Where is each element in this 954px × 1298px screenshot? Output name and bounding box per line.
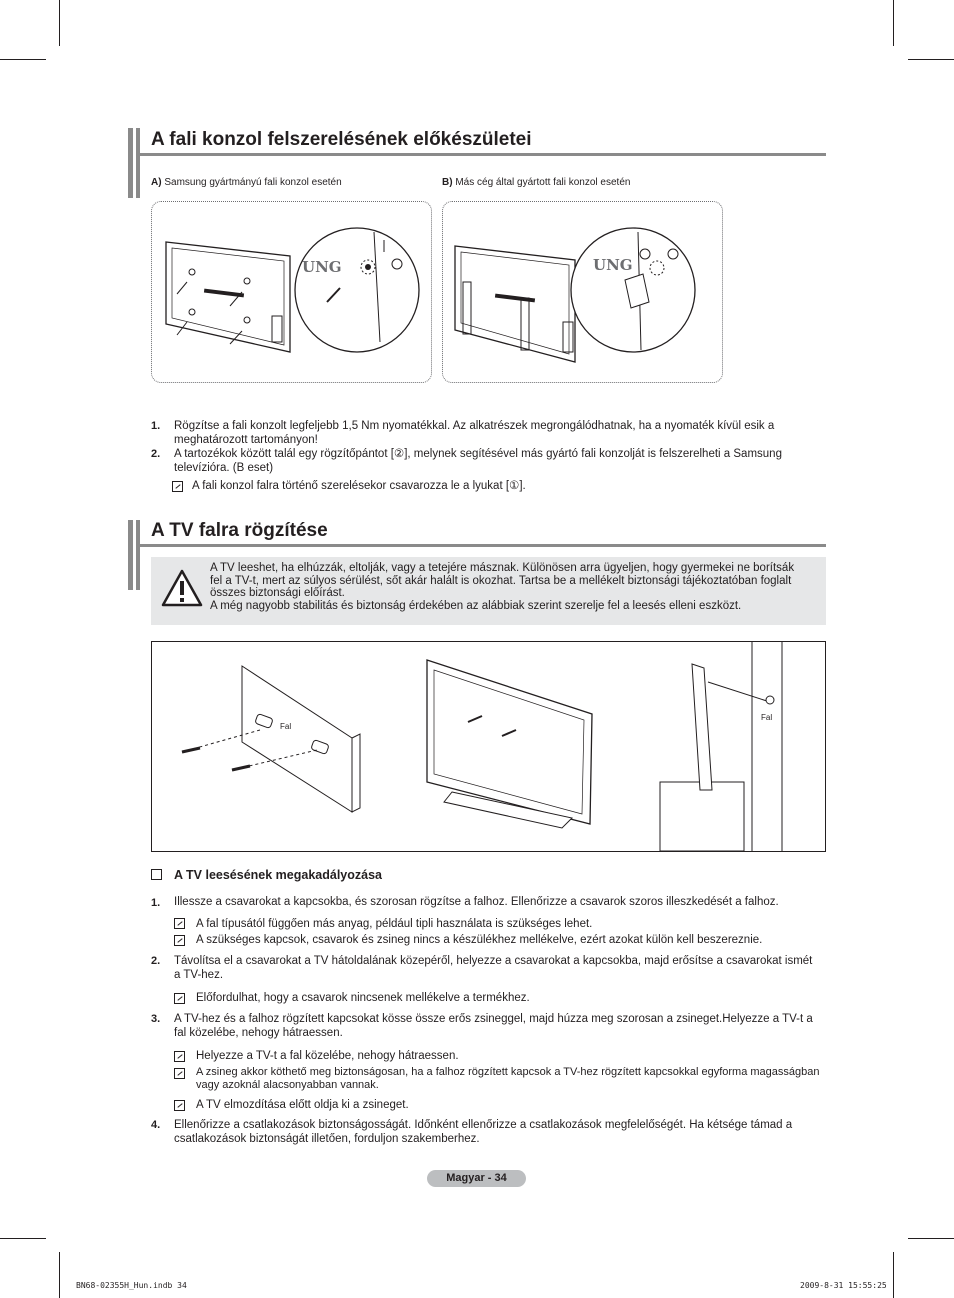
note-text: A szükséges kapcsok, csavarok és zsineg nincs a készülékhez mellékelve, ezért azokat külön kell beszereznie. bbox=[196, 934, 763, 946]
caption-b-text: Más cég által gyártott fali konzol esetén bbox=[455, 177, 631, 188]
warning-line: összes biztonsági előírást. bbox=[210, 587, 345, 599]
step-line: A tartozékok között talál egy rögzítőpántot [②], melynek segítésével más gyártó fali konzolját is felszerelheti a Samsung bbox=[174, 448, 782, 460]
svg-text:UNG: UNG bbox=[593, 256, 633, 274]
step-line: csatlakozások biztonságát illetően, forduljon szakemberhez. bbox=[174, 1133, 480, 1145]
note-text bbox=[196, 1066, 819, 1092]
wall-fix-illustration bbox=[152, 642, 825, 851]
section-bar-stripe bbox=[133, 128, 136, 198]
note-icon bbox=[174, 1068, 185, 1079]
tv-back-illustration-a bbox=[152, 202, 431, 382]
step-number: 2. bbox=[151, 955, 161, 967]
crop-mark bbox=[0, 1238, 46, 1239]
crop-mark bbox=[59, 1252, 60, 1298]
step-line: fal közelébe, nehogy hátraessen. bbox=[174, 1027, 343, 1039]
note-text: Előfordulhat, hogy a csavarok nincsenek mellékelve a termékhez. bbox=[196, 992, 530, 1004]
section-bar-stripe bbox=[133, 520, 136, 590]
tv-back-illustration-b bbox=[443, 202, 722, 382]
step-text: Illessze a csavarokat a kapcsokba, és szorosan rögzítse a falhoz. Ellenőrizze a csavarok szoros illeszkedését a falhoz. bbox=[174, 896, 779, 908]
figure-a-samsung-bracket bbox=[151, 201, 432, 383]
svg-text:UNG: UNG bbox=[302, 258, 342, 276]
section-title-wall-mount-prep: A fali konzol felszerelésének előkészületei bbox=[151, 129, 532, 150]
step-number: 2. bbox=[151, 448, 161, 460]
warning-box bbox=[151, 557, 826, 625]
step-line: Ellenőrizze a csatlakozások biztonságosságát. Időnként ellenőrizze a csatlakozások megfelelőségét. Ha kétsége támad a bbox=[174, 1119, 793, 1131]
step-text bbox=[174, 419, 826, 447]
step-line: Rögzítse a fali konzolt legfeljebb 1,5 Nm nyomatékkal. Az alkatrészek megrongálódhatnak, ha a nyomaték kívül esik a bbox=[174, 420, 775, 432]
note-text: Helyezze a TV-t a fal közelébe, nehogy hátraessen. bbox=[196, 1050, 459, 1062]
page-number-badge: Magyar - 34 bbox=[427, 1170, 526, 1187]
step-number: 1. bbox=[151, 897, 161, 909]
print-slug-left: BN68-02355H_Hun.indb 34 bbox=[76, 1281, 187, 1290]
caption-a bbox=[151, 177, 342, 188]
figure-b-other-bracket bbox=[442, 201, 723, 383]
note-text: A fal típusától függően más anyag, például tipli használata is szükséges lehet. bbox=[196, 918, 593, 930]
crop-mark bbox=[908, 1238, 954, 1239]
wall-label: Fal bbox=[761, 713, 773, 722]
note-icon bbox=[174, 993, 185, 1004]
step-number: 3. bbox=[151, 1013, 161, 1025]
caption-a-text: Samsung gyártmányú fali konzol esetén bbox=[164, 177, 342, 188]
crop-mark bbox=[59, 0, 60, 46]
step-line: Távolítsa el a csavarokat a TV hátoldalának közepéről, helyezze a csavarokat a kapcsokba, majd erősítse a csavarokat ismét bbox=[174, 955, 813, 967]
caption-b-prefix: B) bbox=[442, 177, 453, 188]
caption-b bbox=[442, 177, 630, 188]
print-slug-right: 2009-8-31 15:55:25 bbox=[800, 1281, 887, 1290]
warning-triangle-icon bbox=[161, 569, 203, 607]
warning-line: A TV leeshet, ha elhúzzák, eltolják, vagy a tetejére másznak. Különösen arra ügyeljen, hogy gyermekei ne borítsák bbox=[210, 562, 795, 574]
section-rule bbox=[140, 544, 826, 547]
step-text bbox=[174, 447, 826, 475]
crop-mark bbox=[893, 0, 894, 46]
step-number: 4. bbox=[151, 1119, 161, 1131]
crop-mark bbox=[0, 59, 46, 60]
section-title-wall-fix: A TV falra rögzítése bbox=[151, 520, 328, 541]
crop-mark bbox=[893, 1252, 894, 1298]
subheading: A TV leesésének megakadályozása bbox=[174, 868, 382, 882]
checkbox-bullet-icon bbox=[151, 869, 162, 880]
step-line: televízióra. (B eset) bbox=[174, 462, 274, 474]
step-number: 1. bbox=[151, 420, 161, 432]
caption-a-prefix: A) bbox=[151, 177, 162, 188]
figure-wall-fix bbox=[151, 641, 826, 852]
note-line: vagy azoknál alacsonyabban vannak. bbox=[196, 1079, 379, 1091]
warning-line: A még nagyobb stabilitás és biztonság érdekében az alábbiak szerint szerelje fel a leesés elleni eszközt. bbox=[210, 599, 742, 612]
step-line: a TV-hez. bbox=[174, 969, 224, 981]
note-icon bbox=[174, 1100, 185, 1111]
note-text: A TV elmozdítása előtt oldja ki a zsineget. bbox=[196, 1099, 409, 1111]
note-text: A fali konzol falra történő szerelésekor csavarozza le a lyukat [①]. bbox=[192, 480, 526, 492]
section-rule bbox=[140, 153, 826, 156]
step-text bbox=[174, 1012, 826, 1040]
warning-text bbox=[210, 562, 820, 612]
step-line: meghatározott tartományon! bbox=[174, 434, 318, 446]
step-line: A TV-hez és a falhoz rögzített kapcsokat kösse össze erős zsineggel, majd húzza meg szorosan a zsineget.Helyezze a TV-t a bbox=[174, 1013, 813, 1025]
note-icon bbox=[172, 481, 183, 492]
step-text bbox=[174, 1118, 826, 1146]
step-text bbox=[174, 954, 826, 982]
warning-line: fel a TV-t, mert az súlyos sérülést, sőt akár halált is okozhat. Tartsa be a mellékelt biztonsági tájékoztatóban foglalt bbox=[210, 574, 792, 587]
note-icon bbox=[174, 935, 185, 946]
wall-label: Fal bbox=[280, 722, 292, 731]
note-line: A zsineg akkor köthető meg biztonságosan, ha a falhoz rögzített kapcsok a TV-hez rögzített kapcsokkal egyforma magasságban bbox=[196, 1066, 820, 1078]
crop-mark bbox=[908, 59, 954, 60]
note-icon bbox=[174, 918, 185, 929]
note-icon bbox=[174, 1051, 185, 1062]
